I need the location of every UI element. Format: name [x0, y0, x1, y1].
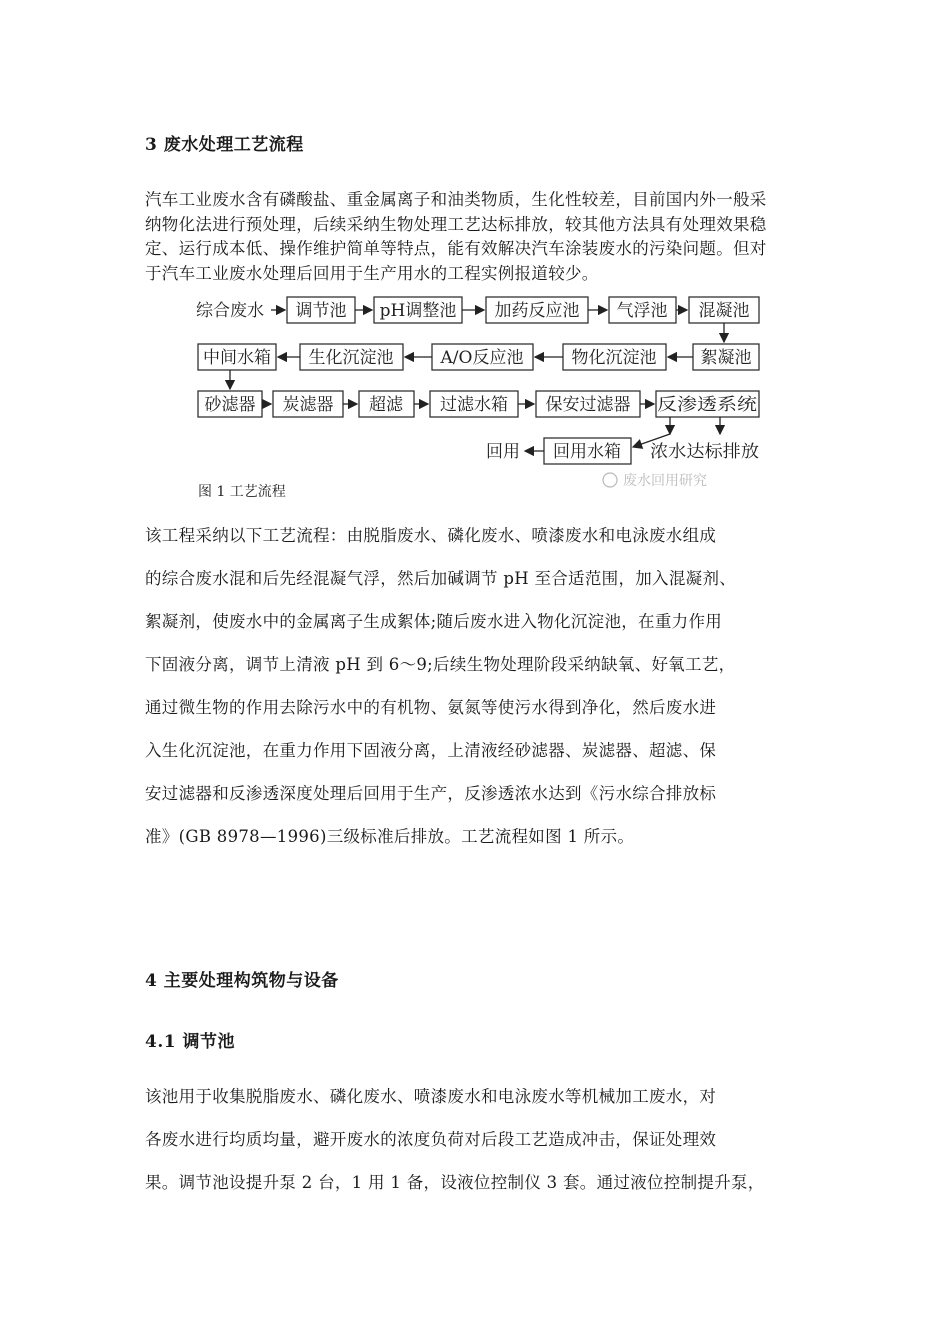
section-4-1-line: 果。调节池设提升泵 2 台，1 用 1 备，设液位控制仪 3 套。通过液位控制提升泵，: [145, 1173, 765, 1192]
label-tiaojie: 调节池: [295, 301, 347, 321]
description-paragraph: [145, 514, 815, 858]
process-flow-diagram: [190, 290, 760, 505]
label-huiyong-tank: 回用水箱: [553, 442, 621, 462]
section-4-1-line: 各废水进行均质均量，避开废水的浓度负荷对后段工艺造成冲击，保证处理效: [145, 1130, 717, 1149]
description-line: 准》(GB 8978—1996)三级标准后排放。工艺流程如图 1 所示。: [145, 827, 635, 846]
section-4-heading: 4 主要处理构筑物与设备: [145, 971, 339, 991]
label-fanshentou: 反渗透系统: [657, 395, 757, 415]
description-line: 下固液分离，调节上清液 pH 到 6～9;后续生物处理阶段采纳缺氧、好氧工艺，: [145, 655, 736, 674]
intro-line: 纳物化法进行预处理，后续采纳生物处理工艺达标排放，较其他方法具有处理效果稳: [145, 214, 767, 234]
intro-line: 定、运行成本低、操作维护简单等特点，能有效解决汽车涂装废水的污染问题。但对: [145, 239, 767, 258]
label-qifu: 气浮池: [616, 301, 668, 321]
section-3-heading: 3 废水处理工艺流程: [145, 135, 304, 155]
intro-paragraph: [145, 188, 810, 286]
description-line: 通过微生物的作用去除污水中的有机物、氨氮等使污水得到净化，然后废水进: [145, 698, 717, 717]
label-shenghua: 生化沉淀池: [308, 348, 394, 368]
description-line: 入生化沉淀池，在重力作用下固液分离，上清液经砂滤器、炭滤器、超滤、保: [145, 741, 717, 760]
wechat-icon: [603, 473, 617, 487]
label-huiyong-end: 回用: [486, 442, 520, 462]
figure-caption: 图 1 工艺流程: [198, 484, 286, 500]
label-zonghe: 综合废水: [196, 301, 264, 321]
label-zhongjian: 中间水箱: [203, 348, 271, 368]
label-nongshui: 浓水达标排放: [650, 442, 759, 462]
description-line: 絮凝剂，使废水中的金属离子生成絮体;随后废水进入物化沉淀池，在重力作用: [145, 612, 723, 631]
description-line: 的综合废水混和后先经混凝气浮，然后加碱调节 pH 至合适范围，加入混凝剂、: [145, 569, 737, 588]
section-4-1-paragraph: [145, 1075, 845, 1204]
description-line: 该工程采纳以下工艺流程：由脱脂废水、磷化废水、喷漆废水和电泳废水组成: [145, 526, 717, 545]
intro-line: 于汽车工业废水处理后回用于生产用水的工程实例报道较少。: [145, 263, 599, 283]
watermark: [603, 472, 707, 489]
section-4-1-line: 该池用于收集脱脂废水、磷化废水、喷漆废水和电泳废水等机械加工废水，对: [145, 1087, 717, 1106]
label-guolv: 过滤水箱: [440, 395, 508, 415]
label-shalv: 砂滤器: [204, 395, 256, 415]
label-jiayao: 加药反应池: [494, 301, 580, 321]
description-line: 安过滤器和反渗透深度处理后回用于生产，反渗透浓水达到《污水综合排放标: [145, 784, 717, 803]
label-wuhua: 物化沉淀池: [571, 348, 657, 368]
label-baoan: 保安过滤器: [545, 395, 631, 415]
label-xuning: 絮凝池: [700, 348, 752, 368]
label-ph: pH调整池: [379, 301, 457, 321]
label-hunning: 混凝池: [698, 301, 750, 321]
label-chaolv: 超滤: [369, 395, 403, 415]
label-tanlv: 炭滤器: [282, 395, 334, 415]
intro-line: 汽车工业废水含有磷酸盐、重金属离子和油类物质，生化性较差，目前国内外一般采: [145, 190, 767, 209]
label-ao: A/O反应池: [440, 348, 524, 368]
watermark-text: 废水回用研究: [623, 473, 707, 489]
subsection-4-1-heading: 4.1 调节池: [145, 1032, 235, 1052]
